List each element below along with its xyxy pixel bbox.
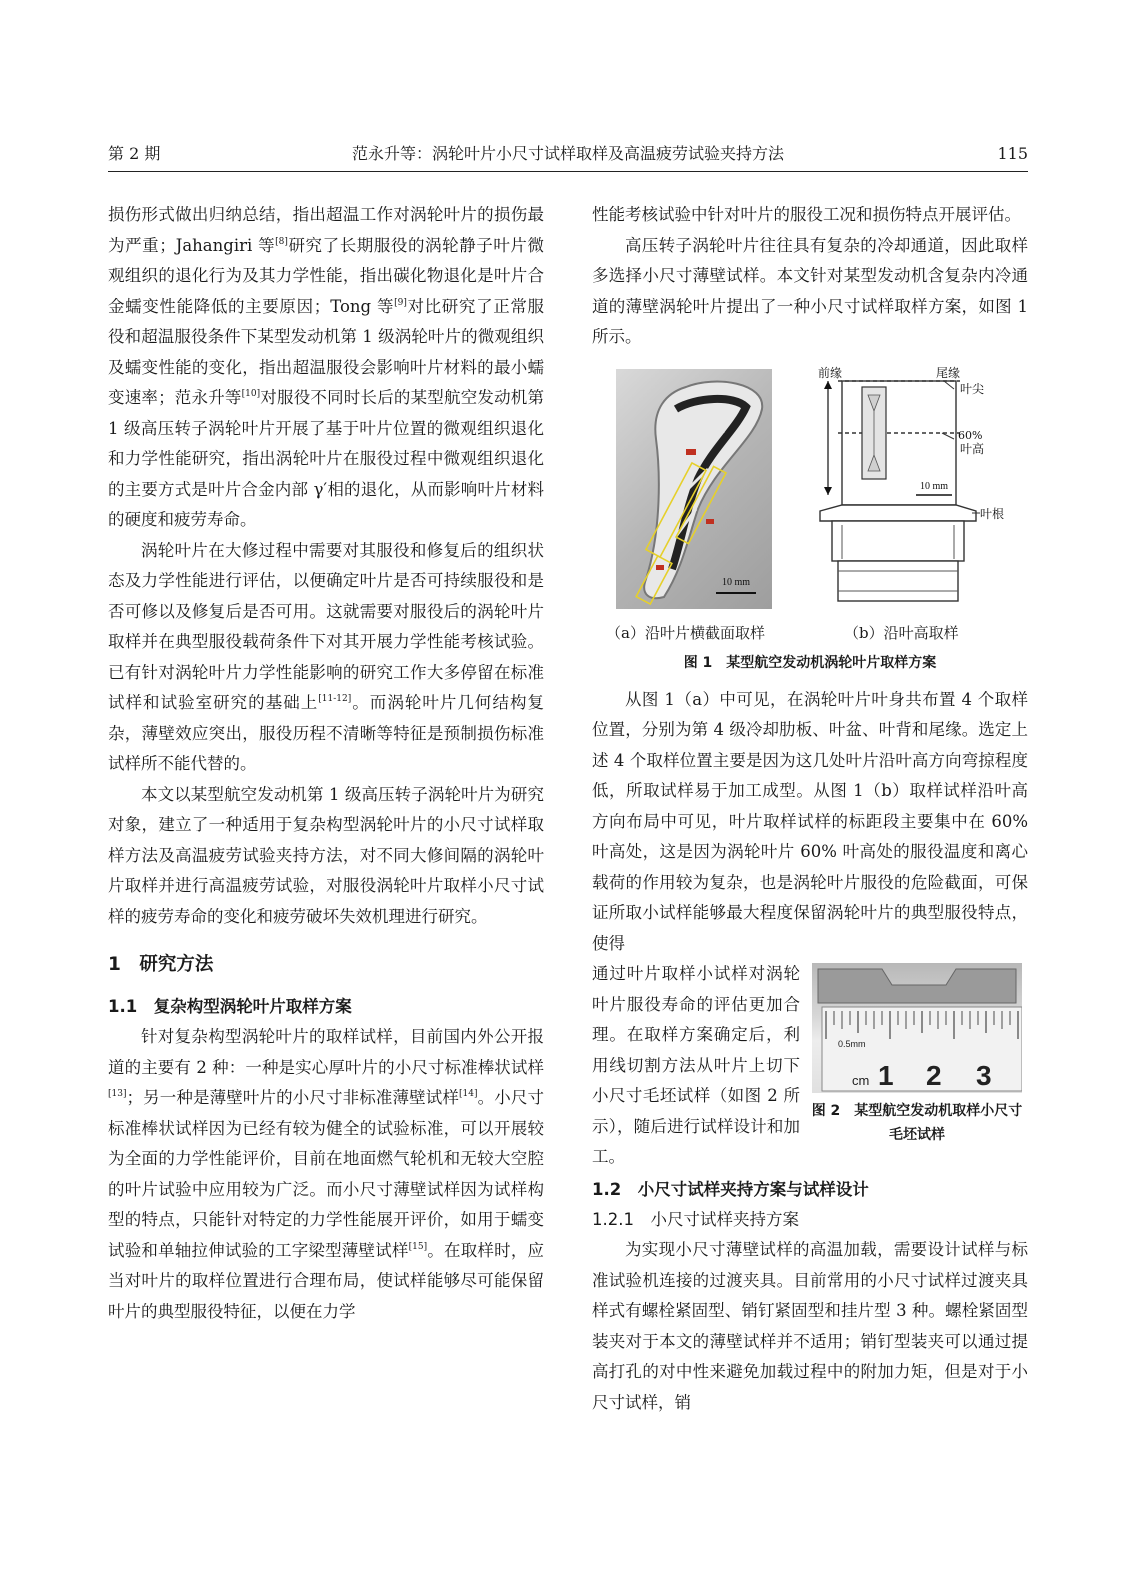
label-trailing-edge: 尾缘 (936, 365, 961, 380)
label-blade-root: 叶根 (980, 506, 1005, 521)
running-header (108, 144, 1028, 170)
citation[interactable]: [14] (459, 1089, 478, 1099)
label-blade-height: 叶高 (960, 441, 985, 456)
citation[interactable]: [13] (108, 1089, 127, 1099)
subsection-heading: 1.1 复杂构型涡轮叶片取样方案 (108, 997, 352, 1016)
column-rule (563, 186, 564, 1591)
paragraph: 损伤形式做出归纳总结，指出超温工作对涡轮叶片的损伤最为严重；Jahangiri 等[8]研究了长期服役的涡轮静子叶片微观组织的退化行为及其力学性能，指出碳化物退化是叶片合金蠕变性能降低的主要原因；Tong 等[9]对比研究了正常服役和超温服役条件下某型发动机第 1 级涡轮叶片的微观组织及蠕变性能的变化，指出超温服役会影响叶片材料的最小蠕变速率；范永升等[10]对服役不同时长后的某型航空发动机第 1 级高压转子涡轮叶片开展了基于叶片位置的微观组织退化和力学性能研究，指出涡轮叶片在服役过程中微观组织退化的主要方式是叶片合金内部 γ′相的退化，从而影响叶片材料的硬度和疲劳寿命。 (108, 205, 545, 529)
blank-specimen-photo (812, 963, 1022, 1093)
ruler-number-1: 1 (878, 1060, 894, 1091)
label-leading-edge: 前缘 (818, 365, 843, 380)
blank-specimen-drawing (812, 963, 1022, 1093)
header-rule (108, 171, 1028, 172)
citation[interactable]: [11-12] (318, 694, 352, 704)
section-heading: 1 研究方法 (108, 954, 214, 975)
citation[interactable]: [8] (275, 236, 288, 247)
blade-cross-section-photo (616, 369, 772, 609)
figure-1-caption: 图 1 某型航空发动机涡轮叶片取样方案 (683, 654, 937, 671)
scale-label-a: 10 mm (721, 576, 751, 588)
subcaption-a: （a）沿叶片横截面取样 (606, 623, 765, 642)
ruler-cm-label: cm (852, 1073, 870, 1088)
blade-cross-section-drawing (616, 369, 772, 609)
citation[interactable]: [9] (394, 297, 407, 308)
subsubsection-heading: 1.2.1 小尺寸试样夹持方案 (592, 1210, 799, 1229)
left-column (108, 200, 544, 1327)
paragraph: 针对复杂构型涡轮叶片的取样试样，目前国内外公开报道的主要有 2 种：一种是实心厚叶片的小尺寸标准棒状试样[13]；另一种是薄壁叶片的小尺寸非标准薄壁试样[14]。小尺寸标准棒状试样因为已经有较为健全的试验标准，可以开展较为全面的力学性能评价，目前在地面燃气轮机和无较大空腔的叶片试验中应用较为广泛。而小尺寸薄壁试样因为试样构型的特点，只能针对特定的力学性能展开评价，如用于蠕变试验和单轴拉伸试验的工字梁型薄壁试样[15]。在取样时，应当对叶片的取样位置进行合理布局，使试样能够尽可能保留叶片的典型服役特征，以便在力学 (108, 1027, 545, 1321)
figure-2-wrap (592, 959, 1028, 1175)
label-blade-tip: 叶尖 (960, 381, 985, 396)
citation[interactable]: [15] (408, 1241, 428, 1252)
paragraph: 通过叶片取样小试样对涡轮叶片服役寿命的评估更加合理。在取样方案确定后，利用线切割方法从叶片上切下小尺寸毛坯试样（如图 2 所示），随后进行试样设计和加工。 (592, 964, 800, 1166)
issue-number: 第 2 期 (108, 144, 161, 163)
paragraph: 性能考核试验中针对叶片的服役工况和损伤特点开展评估。 (592, 205, 1021, 224)
page-number: 115 (997, 144, 1028, 163)
figure-1 (592, 365, 1028, 685)
paragraph: 涡轮叶片在大修过程中需要对其服役和修复后的组织状态及力学性能进行评估，以便确定叶片是否可持续服役和是否可修以及修复后是否可用。这就需要对服役后的涡轮叶片取样并在典型服役载荷条件下对其开展力学性能考核试验。已有针对涡轮叶片力学性能影响的研究工作大多停留在标准试样和试验室研究的基础上[11-12]。而涡轮叶片几何结构复杂，薄壁效应突出，服役历程不清晰等特征是预制损伤标准试样所不能代替的。 (108, 540, 545, 773)
label-60-percent: 60% (958, 428, 983, 442)
paragraph: 高压转子涡轮叶片往往具有复杂的冷却通道，因此取样多选择小尺寸薄壁试样。本文针对某型发动机含复杂内冷通道的薄壁涡轮叶片提出了一种小尺寸试样取样方案，如图 1 所示。 (592, 235, 1028, 346)
ruler-number-2: 2 (926, 1060, 942, 1091)
ruler-number-3: 3 (976, 1060, 992, 1091)
running-title: 范永升等：涡轮叶片小尺寸试样取样及高温疲劳试验夹持方法 (351, 144, 784, 163)
right-column (592, 200, 1028, 1418)
scale-label-b: 10 mm (920, 480, 949, 492)
figure-2-caption: 图 2 某型航空发动机取样小尺寸毛坯试样 (811, 1103, 1023, 1143)
subsection-heading: 1.2 小尺寸试样夹持方案与试样设计 (592, 1180, 869, 1199)
blade-height-diagram (812, 365, 1012, 615)
ruler-unit-label: 0.5mm (838, 1039, 866, 1049)
paragraph: 从图 1（a）中可见，在涡轮叶片叶身共布置 4 个取样位置，分别为第 4 级冷却肋板、叶盆、叶背和尾缘。选定上述 4 个取样位置主要是因为这几处叶片沿叶高方向弯掠程度低，所取试样易于加工成型。从图 1（b）取样试样沿叶高方向布局中可见，叶片取样试样的标距段主要集中在 60% 叶高处，这是因为涡轮叶片 60% 叶高处的服役温度和离心载荷的作用较为复杂，也是涡轮叶片服役的危险截面，可保证所取小试样能够最大程度保留涡轮叶片的典型服役特点，使得 (592, 689, 1028, 953)
citation[interactable]: [10] (241, 389, 261, 399)
paragraph: 本文以某型航空发动机第 1 级高压转子涡轮叶片为研究对象，建立了一种适用于复杂构型涡轮叶片的小尺寸试样取样方法及高温疲劳试验夹持方法，对不同大修间隔的涡轮叶片取样并进行高温疲劳试验，对服役涡轮叶片取样小尺寸试样的疲劳寿命的变化和疲劳破坏失效机理进行研究。 (108, 784, 544, 926)
blade-height-drawing (812, 365, 1012, 615)
subcaption-b: （b）沿叶高取样 (844, 623, 959, 642)
paragraph: 为实现小尺寸薄壁试样的高温加载，需要设计试样与标准试验机连接的过渡夹具。目前常用的小尺寸试样过渡夹具样式有螺栓紧固型、销钉紧固型和挂片型 3 种。螺栓紧固型装夹对于本文的薄壁试样并不适用；销钉型装夹可以通过提高打孔的对中性来避免加载过程中的附加力矩，但是对于小尺寸试样，销 (592, 1240, 1028, 1412)
